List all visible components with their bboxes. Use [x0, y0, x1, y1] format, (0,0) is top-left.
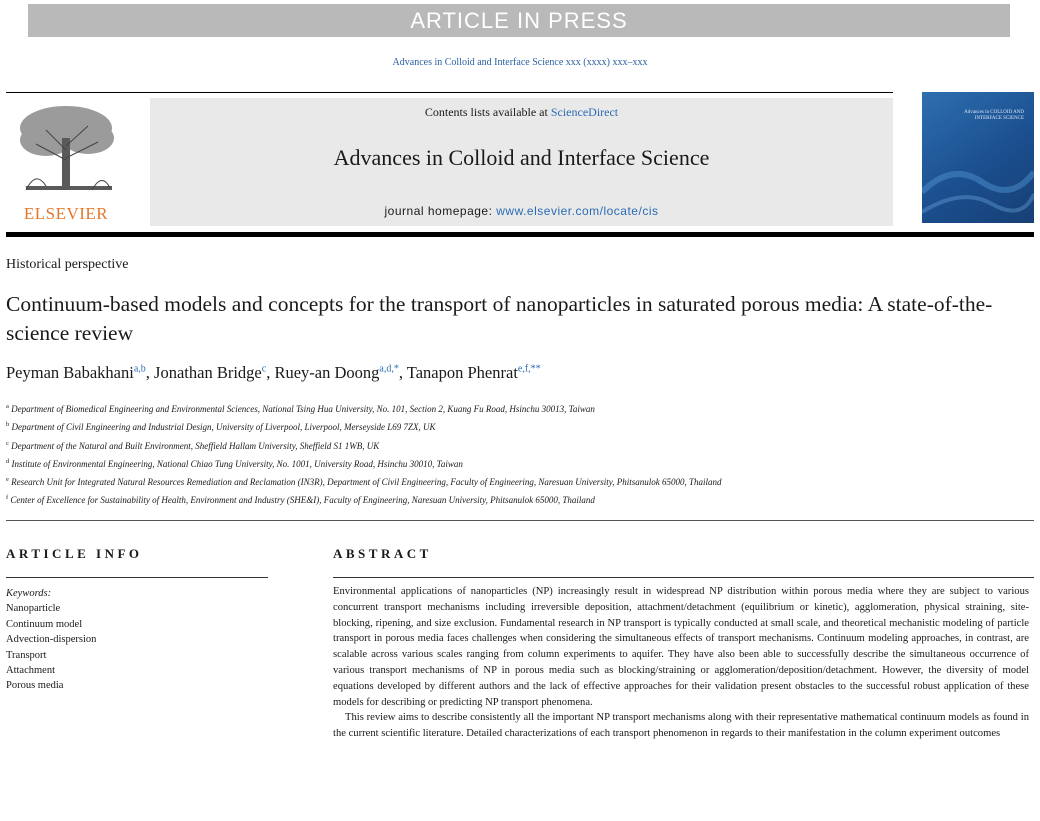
author[interactable] — [6, 363, 146, 382]
journal-citation-link[interactable]: Advances in Colloid and Interface Science xxx (xxxx) xxx–xxx — [392, 57, 648, 68]
journal-homepage-line — [150, 204, 893, 218]
affiliation-mark: e — [6, 476, 9, 484]
elsevier-tree-icon — [6, 100, 126, 204]
author-separator: , — [398, 363, 407, 382]
keywords-label: Keywords: — [6, 588, 52, 599]
keyword-item[interactable]: Nanoparticle — [6, 603, 61, 615]
affiliation-item — [6, 399, 1026, 417]
affiliation-text: Department of Biomedical Engineering and Environmental Sciences, National Tsing Hua University, No. 101, Section 2, Kuang Fu Road, Hsinchu 30013, Taiwan — [11, 404, 595, 414]
affiliation-text: Research Unit for Integrated Natural Resources Remediation and Reclamation (IN3R), Department of Civil Engineering, Faculty of Engineering, Naresuan University, Phitsanulok 65000, Thailand — [11, 477, 722, 488]
affiliation-item — [6, 417, 1026, 435]
author[interactable] — [154, 363, 266, 382]
author-affil-mark[interactable]: a,b — [133, 363, 146, 375]
affiliation-text: Center of Excellence for Sustainability of Health, Environment and Industry (SHE&I), Faculty of Engineering, Naresuan University, Phitsanulok 65000, Thailand — [10, 495, 595, 506]
affiliation-mark: d — [6, 457, 10, 465]
affiliation-item — [6, 490, 1026, 508]
affiliation-item — [6, 436, 1026, 454]
affiliation-text: Department of the Natural and Built Environment, Sheffield Hallam University, Sheffield S1 1WB, UK — [11, 440, 380, 451]
sciencedirect-link[interactable]: ScienceDirect — [550, 105, 619, 119]
keyword-item[interactable]: Advection-dispersion — [6, 634, 97, 646]
abstract-paragraph: This review aims to describe consistently all the important NP transport mechanisms along with their representative mathematical continuum models as found in the current scientific literature. Detailed characterizations of each transport phenomenon in regards to their manifestation in the column experiment outcomes — [333, 712, 1029, 740]
keyword-item[interactable]: Continuum model — [6, 618, 83, 630]
author-affil-mark[interactable]: e,f,** — [517, 363, 541, 375]
journal-cover-image — [922, 92, 1034, 223]
masthead-rule — [6, 232, 1034, 237]
affiliation-item — [6, 454, 1026, 472]
contents-prefix: Contents lists available at — [424, 105, 551, 119]
banner-text: ARTICLE IN PRESS — [410, 7, 628, 33]
author-affil-mark[interactable]: a,d,* — [379, 363, 399, 375]
journal-masthead — [150, 98, 893, 226]
journal-homepage-link[interactable]: www.elsevier.com/locate/cis — [496, 204, 659, 218]
affiliation-mark: f — [6, 494, 9, 502]
affiliation-rule — [6, 520, 1034, 521]
homepage-prefix: journal homepage: — [384, 204, 497, 218]
author-separator: , — [145, 363, 155, 382]
keyword-item[interactable]: Transport — [6, 649, 47, 661]
affiliation-list — [6, 399, 1026, 509]
elsevier-logo — [6, 100, 126, 224]
author-name: Jonathan Bridge — [154, 363, 262, 382]
author-affil-mark[interactable]: c — [261, 363, 267, 375]
keyword-item[interactable]: Porous media — [6, 680, 64, 692]
keyword-item[interactable]: Attachment — [6, 665, 55, 677]
article-in-press-banner — [28, 4, 1010, 37]
contents-line — [150, 105, 893, 120]
article-info-heading: ARTICLE INFO — [6, 546, 143, 561]
header-rule — [6, 92, 893, 93]
author[interactable] — [407, 363, 541, 382]
abstract-body — [333, 584, 1029, 742]
author-list — [6, 363, 541, 383]
affiliation-text: Institute of Environmental Engineering, National Chiao Tung University, No. 1001, University Road, Hsinchu 30010, Taiwan — [11, 458, 463, 469]
keywords-block — [6, 586, 96, 694]
cover-art-icon — [922, 132, 1034, 223]
article-info-rule — [6, 577, 268, 578]
affiliation-mark: b — [6, 421, 10, 429]
author-name: Tanapon Phenrat — [406, 363, 518, 382]
cover-title: Advances in COLLOID AND INTERFACE SCIENCE — [964, 110, 1024, 121]
author-separator: , — [266, 363, 275, 382]
abstract-paragraph: Environmental applications of nanoparticles (NP) increasingly result in widespread NP distribution within porous media where they are subject to various concurrent transport mechanisms including irreversible deposition, attachment/detachment (equilibrium or kinetic), agglomeration, physical straining, site-blocking, ripening, and size exclusion. Fundamental research in NP transport is typically conducted at small scale, and theoretical mechanistic modeling of particle transport in porous media faces challenges when considering the simultaneous effects of transport mechanisms. Continuum modeling approaches, in contrast, are scalable across various scales ranging from column experiments to aquifer. They have also been able to successfully describe the simultaneous occurrence of various transport mechanisms of NP in porous media such as blocking/straining or agglomeration/deposition/detachment. However, the diversity of model equations developed by different authors and the lack of effective approaches for their validation present obstacles to the successful robust application of these models for describing or predicting NP transport phenomena. — [333, 586, 1029, 708]
author[interactable] — [274, 363, 398, 382]
author-name: Ruey-an Doong — [274, 363, 380, 382]
abstract-rule — [333, 577, 1034, 578]
affiliation-mark: c — [6, 439, 9, 447]
article-type: Historical perspective — [6, 257, 129, 272]
article-title: Continuum-based models and concepts for the transport of nanoparticles in saturated porous media: A state-of-the-science review — [6, 292, 993, 345]
journal-name: Advances in Colloid and Interface Science — [333, 145, 710, 170]
abstract-heading: ABSTRACT — [333, 546, 432, 561]
author-name: Peyman Babakhani — [6, 363, 134, 382]
affiliation-text: Department of Civil Engineering and Industrial Design, University of Liverpool, Liverpool, Merseyside L69 7ZX, UK — [11, 422, 436, 433]
elsevier-wordmark: ELSEVIER — [23, 204, 109, 223]
affiliation-item — [6, 472, 1026, 490]
affiliation-mark: a — [6, 403, 9, 410]
